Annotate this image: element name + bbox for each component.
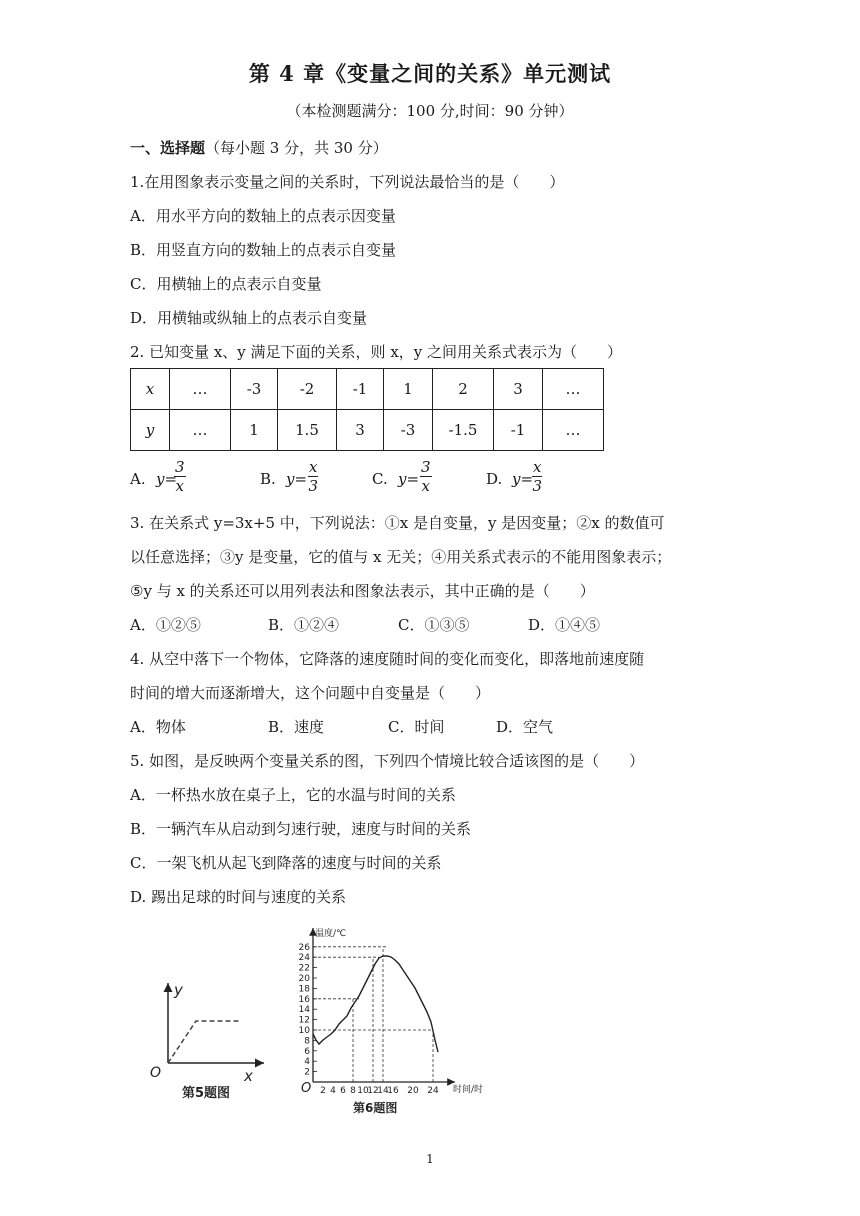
table-cell: …	[543, 369, 604, 410]
q1-stem: 1.在用图象表示变量之间的关系时，下列说法最恰当的是（ ）	[130, 173, 565, 191]
numerator: x	[309, 458, 318, 476]
y-label: y	[174, 981, 183, 999]
y-tick-labels	[299, 943, 311, 1078]
origin-label: O	[301, 1081, 312, 1096]
y-tick-label: 10	[298, 1026, 310, 1036]
y-tick-label: 8	[304, 1036, 310, 1047]
option-lhs: y=	[512, 470, 534, 488]
q3-line-3: ⑤y 与 x 的关系还可以用列表法和图象法表示，其中正确的是（ ）	[130, 582, 595, 600]
x-tick-label: 8	[350, 1086, 356, 1096]
q1-option-a: A．用水平方向的数轴上的点表示因变量	[130, 207, 396, 225]
denominator: 3	[532, 477, 542, 495]
fraction	[308, 458, 318, 495]
y-tick-label: 24	[298, 953, 310, 964]
q3-line-2: 以任意选择；③y 是变量，它的值与 x 无关；④用关系式表示的不能用图象表示；	[130, 548, 672, 566]
denominator: x	[421, 477, 430, 495]
q3-option-a: A．①②⑤	[130, 616, 201, 634]
option-letter: A.	[130, 470, 146, 488]
figure-caption: 第5题图	[182, 1086, 231, 1101]
section-name: 一、选择题	[130, 139, 206, 157]
y-tick-label: 26	[298, 942, 310, 953]
fraction	[174, 458, 186, 495]
x-tick-label: 24	[427, 1086, 439, 1096]
x-tick-label: 4	[330, 1086, 336, 1096]
figure-caption: 第6题图	[353, 1101, 398, 1115]
q5-option-b: B．一辆汽车从启动到匀速行驶，速度与时间的关系	[130, 820, 472, 838]
q2-value-table	[130, 368, 604, 451]
q4-option-a: A．物体	[130, 718, 186, 736]
table-cell: …	[170, 410, 231, 451]
x-tick-label: 10	[357, 1086, 369, 1096]
origin-label: O	[150, 1065, 162, 1081]
y-tick-label: 4	[304, 1057, 310, 1068]
option-letter: C.	[372, 470, 388, 488]
table-cell: -1.5	[433, 410, 494, 451]
table-cell: -3	[384, 410, 433, 451]
option-lhs: y=	[398, 470, 420, 488]
table-cell: 1	[231, 410, 278, 451]
x-label: x	[244, 1067, 253, 1085]
table-cell: 2	[433, 369, 494, 410]
table-row	[131, 410, 604, 451]
table-cell: 3	[337, 410, 384, 451]
y-tick-label: 14	[298, 1005, 310, 1016]
x-tick-label: 2	[320, 1086, 326, 1096]
table-header-x: x	[131, 369, 170, 410]
option-lhs: y=	[286, 470, 308, 488]
y-tick-label: 12	[298, 1015, 310, 1026]
fraction	[420, 458, 432, 495]
page-number: 1	[426, 1152, 434, 1166]
x-tick-label: 14	[377, 1086, 389, 1096]
table-header-y: y	[131, 410, 170, 451]
denominator: 3	[308, 477, 318, 495]
x-tick-label: 16	[387, 1086, 399, 1096]
fraction	[532, 458, 542, 495]
q2-stem: 2. 已知变量 x、y 满足下面的关系，则 x，y 之间用关系式表示为（ ）	[130, 343, 623, 361]
q1-option-c: C．用横轴上的点表示自变量	[130, 275, 322, 293]
option-lhs: y=	[156, 470, 178, 488]
q1-option-b: B．用竖直方向的数轴上的点表示自变量	[130, 241, 397, 259]
q5-option-c: C．一架飞机从起飞到降落的速度与时间的关系	[130, 854, 442, 872]
q4-option-c: C．时间	[388, 718, 445, 736]
x-tick-label: 6	[340, 1086, 346, 1096]
table-cell: 3	[494, 369, 543, 410]
q5-stem: 5. 如图，是反映两个变量关系的图，下列四个情境比较合适该图的是（ ）	[130, 752, 645, 770]
numerator: x	[533, 458, 542, 476]
table-cell: 1.5	[278, 410, 337, 451]
denominator: x	[175, 477, 184, 495]
q3-line-1: 3. 在关系式 y=3x+5 中，下列说法：①x 是自变量，y 是因变量；②x 的数值可	[130, 514, 665, 532]
x-axis-label: 时间/时	[453, 1085, 484, 1095]
table-cell: …	[170, 369, 231, 410]
q4-line-2: 时间的增大而逐渐增大，这个问题中自变量是（ ）	[130, 684, 491, 702]
table-cell: -1	[494, 410, 543, 451]
table-cell: -3	[231, 369, 278, 410]
graph-line	[168, 1021, 240, 1063]
y-tick-label: 18	[298, 984, 310, 995]
q3-option-b: B．①②④	[268, 616, 340, 634]
table-cell: -1	[337, 369, 384, 410]
exam-info: （本检测题满分：100 分,时间：90 分钟）	[286, 102, 574, 120]
table-cell: 1	[384, 369, 433, 410]
y-tick-label: 20	[298, 974, 310, 984]
section-heading	[130, 137, 388, 158]
x-tick-label: 12	[367, 1086, 379, 1096]
y-tick-label: 22	[298, 963, 310, 974]
option-letter: B.	[260, 470, 276, 488]
y-axis-label: 温度/℃	[315, 929, 347, 939]
temperature-curve	[313, 956, 438, 1052]
q3-option-c: C．①③⑤	[398, 616, 470, 634]
y-tick-label: 6	[304, 1046, 310, 1057]
q5-option-d: D. 踢出足球的时间与速度的关系	[130, 888, 347, 906]
q4-option-d: D．空气	[496, 718, 554, 736]
page-title: 第 4 章《变量之间的关系》单元测试	[248, 61, 612, 86]
table-row	[131, 369, 604, 410]
q4-line-1: 4. 从空中落下一个物体，它降落的速度随时间的变化而变化，即落地前速度随	[130, 650, 645, 668]
numerator: 3	[421, 458, 431, 476]
q5-option-a: A．一杯热水放在桌子上，它的水温与时间的关系	[130, 786, 456, 804]
y-tick-label: 2	[304, 1067, 310, 1078]
table-cell: …	[543, 410, 604, 451]
table-cell: -2	[278, 369, 337, 410]
figure-6	[293, 922, 493, 1117]
option-letter: D.	[486, 470, 503, 488]
figure-5	[140, 975, 270, 1105]
y-tick-label: 16	[298, 994, 310, 1005]
q4-option-b: B．速度	[268, 718, 325, 736]
numerator: 3	[175, 458, 185, 476]
q1-option-d: D．用横轴或纵轴上的点表示自变量	[130, 309, 368, 327]
q3-option-d: D．①④⑤	[528, 616, 601, 634]
x-tick-label: 20	[407, 1086, 419, 1096]
x-tick-labels	[320, 1086, 439, 1096]
section-note: （每小题 3 分，共 30 分）	[205, 139, 388, 157]
